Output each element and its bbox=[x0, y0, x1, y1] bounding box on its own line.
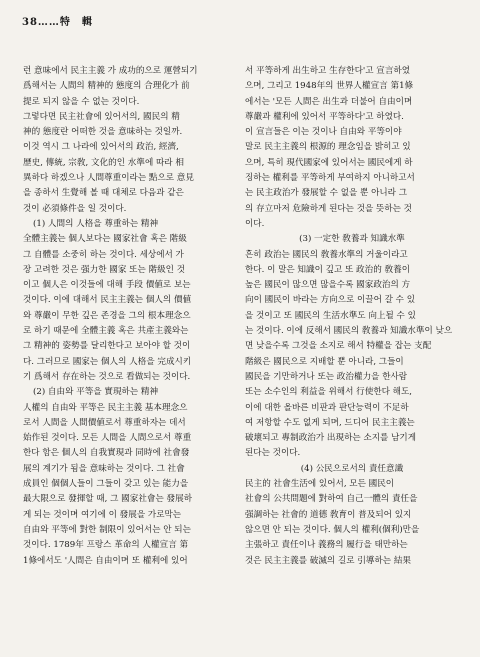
text-line: 이다. bbox=[245, 218, 265, 229]
text-line: 것이다. 이에 대해서 民主主義는 個人의 價値 bbox=[23, 295, 192, 306]
text-line: 全體主義는 個人보다는 國家社會 혹은 階級 bbox=[23, 234, 187, 245]
text-line: 는 民主政治가 發展할 수 없을 뿐 아니라 그 bbox=[245, 188, 408, 199]
text-line: 向이 國民이 바라는 方向으로 이끌어 갈 수 있 bbox=[245, 295, 416, 306]
text-line: 을 것이고 또 國民의 生活水準도 向上될 수 있 bbox=[245, 310, 416, 321]
text-line: 主張하고 責任이나 義務의 履行을 태만하는 bbox=[245, 540, 408, 551]
text-line: 自由와 平等에 對한 制限이 있어서는 안 되는 bbox=[23, 524, 191, 535]
text-line: 破壞되고 專制政治가 出現하는 소지를 남기게 bbox=[245, 433, 416, 444]
text-line: 이고 個人은 이것들에 대해 手段 價値로 보는 bbox=[23, 280, 191, 291]
text-line: 으며, 특히 現代國家에 있어서는 國民에게 하 bbox=[245, 157, 413, 168]
text-line: 로서 人間을 人間價値로서 尊重하자는 데서 bbox=[23, 417, 186, 428]
text-line: 人權의 自由와 平等은 民主主義 基本理念으 bbox=[23, 402, 188, 413]
text-line: 1條에서도 '人間은 自由이며 또 權利에 있어 bbox=[23, 555, 188, 566]
section-heading: (3) 一定한 敎養과 知識水準 bbox=[299, 234, 405, 245]
text-line: 民主的 社會生活에 있어서, 모든 國民이 bbox=[245, 479, 395, 490]
text-line: 기 爲해서 存在하는 것으로 看做되는 것이다. bbox=[23, 371, 191, 382]
text-line: 것이다. 1789年 프랑스 革命의 人權宣言 第 bbox=[23, 540, 189, 551]
page-header bbox=[22, 16, 458, 30]
text-line: 展의 계기가 됨을 意味하는 것이다. 그 社會 bbox=[23, 463, 185, 474]
text-line: 한다. 이 말은 知識이 깊고 또 政治的 敎養이 bbox=[245, 264, 411, 275]
text-line: 한다 함은 個人의 自我實現과 同時에 社會發 bbox=[23, 448, 190, 459]
text-line: 장 고려한 것은 强力한 國家 또는 階級인 것 bbox=[23, 264, 186, 275]
left-text-column bbox=[23, 64, 237, 569]
text-line: 것이 必須條件을 일 것이다. bbox=[23, 203, 127, 214]
text-line: 이에 대한 올바른 비판과 판단능력이 不足하 bbox=[245, 402, 409, 413]
text-line: 면 낮을수록 그것을 소지로 해서 特權을 잡는 支配 bbox=[245, 341, 432, 352]
text-line: 높은 國民이 많으면 많을수록 國家政治의 方 bbox=[245, 280, 411, 291]
text-line: 다. 그러므로 國家는 個人의 人格을 完成시키 bbox=[23, 356, 192, 367]
text-line: 에서는 '모든 人間은 出生과 더불어 自由이며 bbox=[245, 96, 413, 107]
text-line: 그 精神的 姿勢를 달리한다고 보아야 할 것이 bbox=[23, 341, 191, 352]
text-line: 提로 되지 않을 수 없는 것이다. bbox=[23, 96, 140, 107]
text-line: 된다는 것이다. bbox=[245, 448, 301, 459]
text-line: 歷史, 傳統, 宗敎, 文化的인 水準에 따라 相 bbox=[23, 157, 184, 168]
text-line: 그 自體를 소중히 하는 것이다. 세상에서 가 bbox=[23, 249, 184, 260]
text-line: 强調하는 社會的 道德 敎育이 普及되어 있지 bbox=[245, 509, 412, 520]
text-line: 으며, 그리고 1948年의 世界人權宣言 第1條 bbox=[245, 81, 414, 92]
right-text-column bbox=[245, 64, 459, 569]
section-heading: (4) 公民으로서의 責任意識 bbox=[300, 463, 404, 474]
text-line: 國民을 기만하거나 또는 政治權力을 한사람 bbox=[245, 371, 408, 382]
text-line: 는 것이다. 이에 反해서 國民의 敎養과 知識水準이 낮으 bbox=[245, 326, 453, 337]
text-line: 이 宣言들은 이는 것이나 自由와 平等이야 bbox=[245, 127, 402, 138]
text-line: 最大限으로 發揮할 때, 그 國家社會는 發展하 bbox=[23, 494, 193, 505]
text-line: 이것 역시 그 나라에 있어서의 政治, 經濟, bbox=[23, 142, 179, 153]
text-line: 階級은 國民으로 지배할 뿐 아니라, 그들이 bbox=[245, 356, 404, 367]
text-line: 로 하기 때문에 全體主義 혹은 共產主義와는 bbox=[23, 326, 189, 337]
text-line: 의 存立마저 危險하게 된다는 것을 뜻하는 것 bbox=[245, 203, 412, 214]
text-line: 成員인 個個人들이 그들이 갖고 있는 能力을 bbox=[23, 479, 189, 490]
text-line: 않으면 안 되는 것이다. 個人의 權利(個利)만을 bbox=[245, 524, 420, 535]
page-number-label: 38……特 輯 bbox=[22, 17, 93, 28]
text-line: 을 종하서 生覺해 볼 때 대체로 다음과 같은 bbox=[23, 188, 184, 199]
text-line: 爲해서는 人間의 精神的 態度의 合理化가 前 bbox=[23, 81, 190, 92]
text-line: 異하다 하겠으나 人間尊重이라는 點으로 意見 bbox=[23, 173, 194, 184]
text-line: 것은 民主主義를 破滅의 길로 引導하는 結果 bbox=[245, 555, 412, 566]
text-line: 또는 소수인의 利益을 위해서 行使한다 해도, bbox=[245, 387, 412, 398]
text-line: 여 저항할 수도 없게 되며, 드디어 民主主義는 bbox=[245, 417, 415, 428]
text-line: 社會의 公共問題에 對하여 自己一體의 責任을 bbox=[245, 494, 418, 505]
text-line: 런 意味에서 民主主義 가 成功的으로 運營되기 bbox=[23, 66, 198, 76]
text-line: 말로 民主主義의 根源的 理念임을 밝히고 있 bbox=[245, 142, 411, 153]
text-line: 神的 態度란 어떠한 것을 意味하는 것일까. bbox=[23, 127, 183, 138]
section-heading: (2) 自由와 平等을 實現하는 精神 bbox=[33, 387, 159, 398]
text-line: 서 平等하게 出生하고 生存한다'고 宣言하였 bbox=[245, 66, 411, 76]
text-line: 징하는 權利를 平等하게 부여하지 아니하고서 bbox=[245, 173, 415, 184]
text-line: 그렇다면 民主社會에 있어서의, 國民의 精 bbox=[23, 111, 180, 122]
text-line: 게 되는 것이며 여기에 이 發展을 가로막는 bbox=[23, 509, 182, 520]
text-line: 尊嚴과 權利에 있어서 平等하다'고 하였다. bbox=[245, 111, 404, 122]
section-heading: (1) 人間의 人格을 尊重하는 精神 bbox=[33, 218, 159, 229]
text-line: 始作된 것이다. 모든 人間을 人間으로서 尊重 bbox=[23, 433, 192, 444]
text-line: 흔히 政治는 國民의 敎養水準의 거울이라고 bbox=[245, 249, 408, 260]
text-line: 와 尊嚴이 무한 깊은 존경을 그의 根本理念으 bbox=[23, 310, 191, 321]
